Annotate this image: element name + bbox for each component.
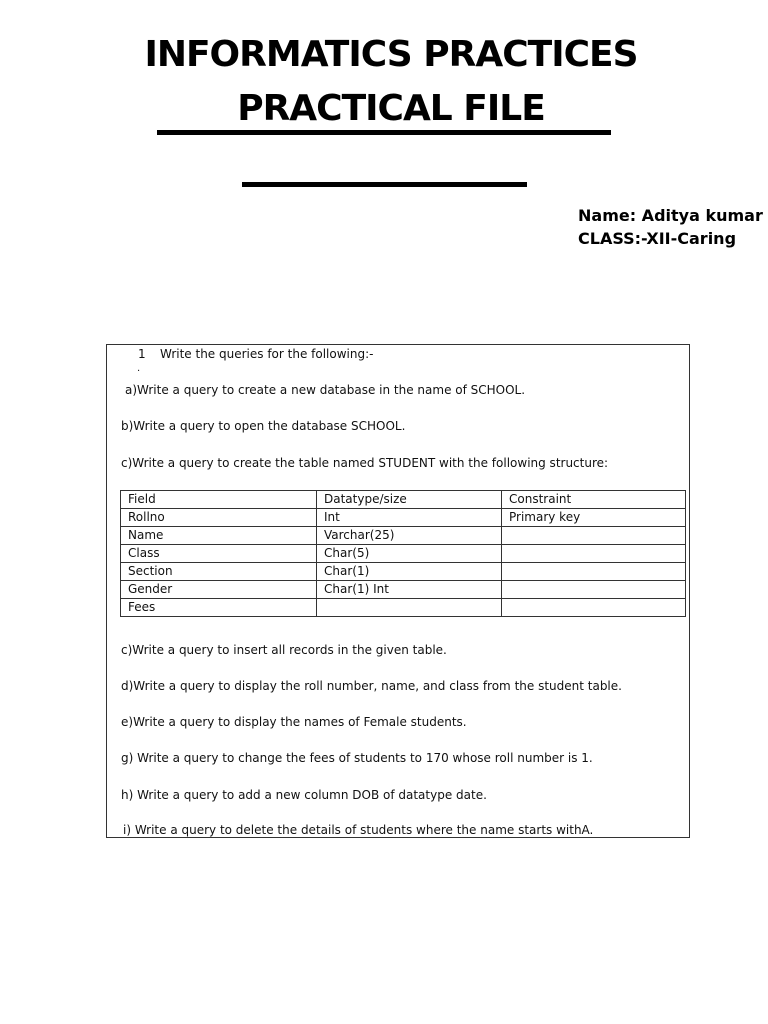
table-row bbox=[121, 545, 686, 563]
question-b: b)Write a query to open the database SCHOOL. bbox=[121, 419, 406, 433]
student-class: CLASS:-XII-Caring bbox=[578, 229, 737, 248]
table-cell: Varchar(25) bbox=[317, 527, 502, 545]
question-g: g) Write a query to change the fees of students to 170 whose roll number is 1. bbox=[121, 751, 593, 765]
table-cell bbox=[502, 599, 686, 617]
question-d: d)Write a query to display the roll number, name, and class from the student table. bbox=[121, 679, 622, 693]
table-cell bbox=[317, 599, 502, 617]
table-row bbox=[121, 599, 686, 617]
table-header-row bbox=[121, 491, 686, 509]
questions-box bbox=[106, 344, 690, 838]
question-number: 1 bbox=[138, 347, 146, 361]
question-c-insert: c)Write a query to insert all records in the given table. bbox=[121, 643, 447, 657]
table-cell bbox=[502, 527, 686, 545]
table-cell: Gender bbox=[121, 581, 317, 599]
table-cell: Name bbox=[121, 527, 317, 545]
table-header-cell: Field bbox=[121, 491, 317, 509]
table-header-cell: Constraint bbox=[502, 491, 686, 509]
table-cell: Rollno bbox=[121, 509, 317, 527]
table-row bbox=[121, 563, 686, 581]
table-cell: Char(1) Int bbox=[317, 581, 502, 599]
table-cell: Char(5) bbox=[317, 545, 502, 563]
list-dot: . bbox=[137, 363, 141, 374]
document-title: INFORMATICS PRACTICES bbox=[144, 34, 638, 75]
question-i: i) Write a query to delete the details of students where the name starts withA. bbox=[123, 823, 594, 837]
table-cell bbox=[502, 581, 686, 599]
table-cell: Class bbox=[121, 545, 317, 563]
table-cell bbox=[502, 563, 686, 581]
student-info bbox=[578, 204, 763, 250]
table-row bbox=[121, 509, 686, 527]
table-cell bbox=[502, 545, 686, 563]
student-name: Name: Aditya kumar bbox=[578, 206, 763, 225]
table-cell: Char(1) bbox=[317, 563, 502, 581]
table-cell: Fees bbox=[121, 599, 317, 617]
title-underline bbox=[157, 130, 611, 135]
title-divider bbox=[242, 182, 527, 187]
table-cell: Int bbox=[317, 509, 502, 527]
table-row bbox=[121, 527, 686, 545]
question-h: h) Write a query to add a new column DOB of datatype date. bbox=[121, 788, 487, 802]
table-cell: Primary key bbox=[502, 509, 686, 527]
table-cell: Section bbox=[121, 563, 317, 581]
student-structure-table bbox=[120, 490, 686, 617]
question-c: c)Write a query to create the table named STUDENT with the following structure: bbox=[121, 456, 609, 470]
table-header-cell: Datatype/size bbox=[317, 491, 502, 509]
question-e: e)Write a query to display the names of Female students. bbox=[121, 715, 467, 729]
table-row bbox=[121, 581, 686, 599]
document-subtitle: PRACTICAL FILE bbox=[237, 88, 545, 129]
question-heading: Write the queries for the following:- bbox=[160, 347, 374, 361]
question-a: a)Write a query to create a new database in the name of SCHOOL. bbox=[125, 383, 526, 397]
